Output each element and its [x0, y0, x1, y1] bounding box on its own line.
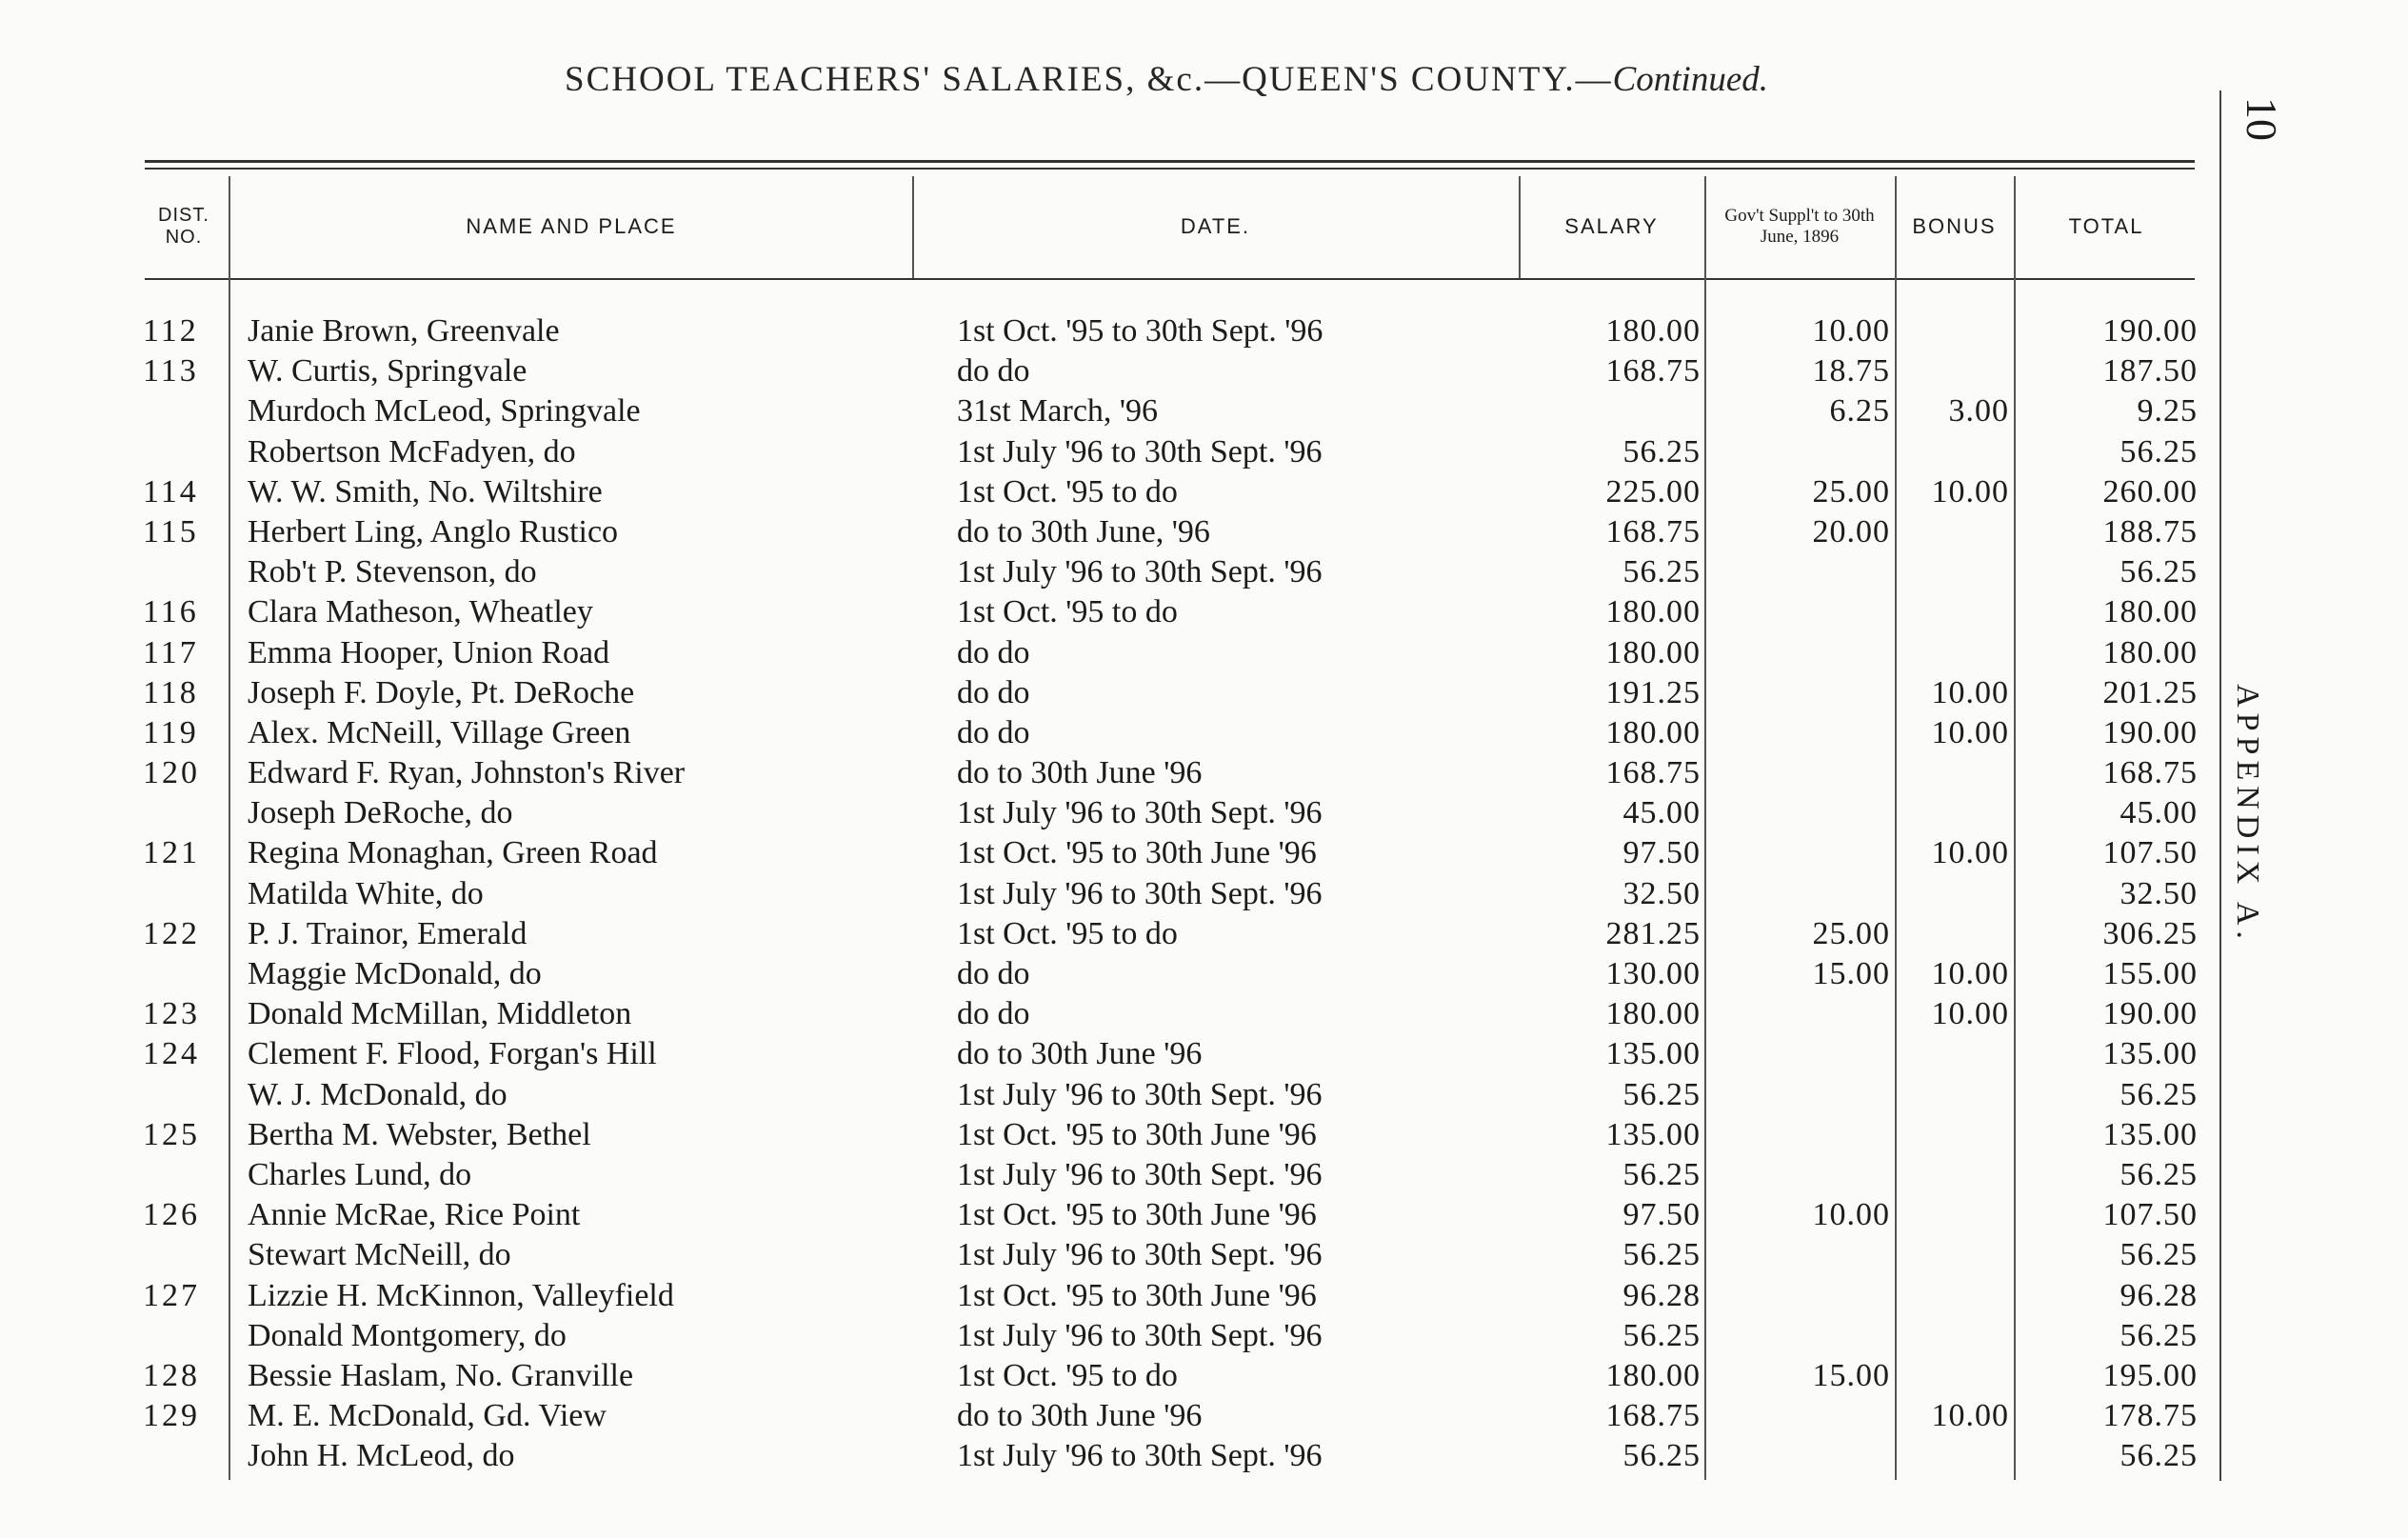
- salary-cell: 56.25: [1622, 554, 1701, 590]
- table-row: [0, 914, 2198, 954]
- name-place-cell: Alex. McNeill, Village Green: [248, 714, 631, 750]
- name-place-cell: M. E. McDonald, Gd. View: [248, 1398, 607, 1434]
- salary-cell: 97.50: [1622, 835, 1701, 871]
- date-cell: do do: [957, 714, 1030, 750]
- table-row: [0, 673, 2198, 713]
- name-place-cell: W. Curtis, Springvale: [248, 353, 527, 389]
- total-cell: 56.25: [2119, 1237, 2198, 1273]
- name-place-cell: Donald McMillan, Middleton: [248, 996, 632, 1032]
- total-cell: 180.00: [2102, 634, 2198, 670]
- salary-cell: 281.25: [1605, 915, 1701, 951]
- dist-no-cell: 114: [143, 473, 199, 509]
- page-number: 10: [2238, 97, 2286, 141]
- gov-suppl-cell: 25.00: [1812, 473, 1890, 509]
- bonus-cell: 10.00: [1931, 996, 2009, 1032]
- salary-cell: 180.00: [1605, 313, 1701, 349]
- total-cell: 188.75: [2102, 513, 2198, 549]
- total-cell: 135.00: [2102, 1036, 2198, 1072]
- date-cell: 1st Oct. '95 to do: [957, 594, 1178, 630]
- salary-cell: 168.75: [1605, 755, 1701, 791]
- header-name-place: NAME AND PLACE: [466, 214, 677, 238]
- name-place-cell: Emma Hooper, Union Road: [248, 634, 610, 670]
- salary-cell: 180.00: [1605, 594, 1701, 630]
- header-dist-no: DIST. NO.: [158, 205, 209, 248]
- table-row: [0, 1115, 2198, 1155]
- gov-suppl-cell: 18.75: [1812, 353, 1890, 389]
- salary-cell: 191.25: [1605, 674, 1701, 710]
- table-row: [0, 833, 2198, 873]
- name-place-cell: Regina Monaghan, Green Road: [248, 835, 658, 871]
- salary-cell: 56.25: [1622, 1317, 1701, 1353]
- table-row: [0, 1075, 2198, 1115]
- total-cell: 9.25: [2137, 393, 2198, 429]
- dist-no-cell: 129: [143, 1398, 200, 1434]
- date-cell: 1st Oct. '95 to do: [957, 473, 1178, 509]
- dist-no-cell: 127: [143, 1277, 200, 1313]
- gov-suppl-cell: 15.00: [1812, 956, 1890, 991]
- total-cell: 56.25: [2119, 1076, 2198, 1112]
- date-cell: do do: [957, 956, 1030, 991]
- total-cell: 107.50: [2102, 1197, 2198, 1233]
- table-row: [0, 1356, 2198, 1396]
- bonus-cell: 10.00: [1931, 714, 2009, 750]
- table-row: [0, 1034, 2198, 1074]
- name-place-cell: Annie McRae, Rice Point: [248, 1197, 581, 1233]
- salary-table-body: [0, 311, 2198, 1476]
- salary-cell: 135.00: [1605, 1036, 1701, 1072]
- name-place-cell: Matilda White, do: [248, 875, 484, 911]
- salary-cell: 180.00: [1605, 714, 1701, 750]
- table-row: [0, 552, 2198, 592]
- table-row: [0, 874, 2198, 914]
- name-place-cell: Lizzie H. McKinnon, Valleyfield: [248, 1277, 674, 1313]
- date-cell: 1st July '96 to 30th Sept. '96: [957, 554, 1323, 590]
- salary-cell: 56.25: [1622, 1156, 1701, 1192]
- dist-no-cell: 128: [143, 1357, 200, 1393]
- date-cell: do do: [957, 353, 1030, 389]
- name-place-cell: Murdoch McLeod, Springvale: [248, 393, 641, 429]
- table-row: [0, 1396, 2198, 1436]
- name-place-cell: Edward F. Ryan, Johnston's River: [248, 755, 686, 791]
- dist-no-cell: 121: [143, 835, 200, 871]
- salary-cell: 56.25: [1622, 433, 1701, 469]
- table-row: [0, 994, 2198, 1034]
- table-row: [0, 633, 2198, 673]
- name-place-cell: Herbert Ling, Anglo Rustico: [248, 513, 619, 549]
- date-cell: 1st July '96 to 30th Sept. '96: [957, 875, 1323, 911]
- header-salary: SALARY: [1564, 214, 1659, 238]
- name-place-cell: John H. McLeod, do: [248, 1438, 515, 1474]
- dist-no-cell: 123: [143, 996, 200, 1032]
- title-continued: Continued.: [1612, 60, 1768, 99]
- table-row: [0, 391, 2198, 431]
- table-row: [0, 592, 2198, 632]
- col-divider: [229, 176, 230, 278]
- salary-cell: 130.00: [1605, 956, 1701, 991]
- header-rule-bottom: [145, 278, 2195, 280]
- dist-no-cell: 113: [143, 353, 199, 389]
- date-cell: do do: [957, 634, 1030, 670]
- name-place-cell: Stewart McNeill, do: [248, 1237, 511, 1273]
- date-cell: 1st Oct. '95 to 30th June '96: [957, 1116, 1317, 1152]
- name-place-cell: Maggie McDonald, do: [248, 956, 542, 991]
- table-row: [0, 1316, 2198, 1356]
- header-gov-suppl: Gov't Suppl't to 30th June, 1896: [1724, 206, 1875, 247]
- total-cell: 135.00: [2102, 1116, 2198, 1152]
- appendix-label: APPENDIX A.: [2230, 684, 2265, 945]
- header-total: TOTAL: [2068, 214, 2144, 238]
- total-cell: 155.00: [2102, 956, 2198, 991]
- date-cell: 1st July '96 to 30th Sept. '96: [957, 1317, 1323, 1353]
- name-place-cell: Donald Montgomery, do: [248, 1317, 567, 1353]
- name-place-cell: Clara Matheson, Wheatley: [248, 594, 593, 630]
- total-cell: 306.25: [2102, 915, 2198, 951]
- gov-suppl-cell: 15.00: [1812, 1357, 1890, 1393]
- table-row: [0, 753, 2198, 793]
- salary-cell: 32.50: [1622, 875, 1701, 911]
- date-cell: do to 30th June, '96: [957, 513, 1210, 549]
- date-cell: 1st Oct. '95 to 30th June '96: [957, 835, 1317, 871]
- date-cell: 1st July '96 to 30th Sept. '96: [957, 1438, 1323, 1474]
- total-cell: 201.25: [2102, 674, 2198, 710]
- name-place-cell: Charles Lund, do: [248, 1156, 472, 1192]
- total-cell: 195.00: [2102, 1357, 2198, 1393]
- date-cell: 1st Oct. '95 to 30th Sept. '96: [957, 313, 1323, 349]
- bonus-cell: 10.00: [1931, 835, 2009, 871]
- salary-cell: 56.25: [1622, 1076, 1701, 1112]
- name-place-cell: Bessie Haslam, No. Granville: [248, 1357, 634, 1393]
- name-place-cell: W. J. McDonald, do: [248, 1076, 507, 1112]
- table-row: [0, 311, 2198, 351]
- date-cell: 1st July '96 to 30th Sept. '96: [957, 1076, 1323, 1112]
- name-place-cell: Janie Brown, Greenvale: [248, 313, 560, 349]
- margin-rule: [2219, 90, 2221, 1481]
- name-place-cell: P. J. Trainor, Emerald: [248, 915, 527, 951]
- salary-cell: 180.00: [1605, 996, 1701, 1032]
- table-row: [0, 1195, 2198, 1235]
- total-cell: 190.00: [2102, 996, 2198, 1032]
- table-row: [0, 954, 2198, 994]
- salary-cell: 168.75: [1605, 353, 1701, 389]
- total-cell: 56.25: [2119, 554, 2198, 590]
- dist-no-cell: 117: [143, 634, 199, 670]
- salary-cell: 168.75: [1605, 1398, 1701, 1434]
- header-rule-top: [145, 160, 2195, 163]
- date-cell: 1st Oct. '95 to 30th June '96: [957, 1277, 1317, 1313]
- date-cell: 31st March, '96: [957, 393, 1159, 429]
- bonus-cell: 10.00: [1931, 1398, 2009, 1434]
- dist-no-cell: 112: [143, 313, 199, 349]
- gov-suppl-cell: 10.00: [1812, 1197, 1890, 1233]
- salary-cell: 56.25: [1622, 1237, 1701, 1273]
- total-cell: 56.25: [2119, 1317, 2198, 1353]
- dist-no-cell: 125: [143, 1116, 200, 1152]
- salary-cell: 180.00: [1605, 634, 1701, 670]
- dist-no-cell: 126: [143, 1197, 200, 1233]
- table-row: [0, 1276, 2198, 1316]
- date-cell: do to 30th June '96: [957, 755, 1203, 791]
- header-rule-top-thin: [145, 168, 2195, 170]
- date-cell: 1st July '96 to 30th Sept. '96: [957, 795, 1323, 831]
- total-cell: 45.00: [2119, 795, 2198, 831]
- bonus-cell: 3.00: [1948, 393, 2009, 429]
- dist-no-cell: 118: [143, 674, 199, 710]
- total-cell: 32.50: [2119, 875, 2198, 911]
- table-row: [0, 793, 2198, 833]
- salary-cell: 135.00: [1605, 1116, 1701, 1152]
- date-cell: 1st July '96 to 30th Sept. '96: [957, 433, 1323, 469]
- dist-no-cell: 116: [143, 594, 199, 630]
- salary-cell: 180.00: [1605, 1357, 1701, 1393]
- total-cell: 56.25: [2119, 1438, 2198, 1474]
- date-cell: 1st Oct. '95 to do: [957, 1357, 1178, 1393]
- name-place-cell: Joseph DeRoche, do: [248, 795, 513, 831]
- gov-suppl-cell: 20.00: [1812, 513, 1890, 549]
- total-cell: 168.75: [2102, 755, 2198, 791]
- table-row: [0, 713, 2198, 753]
- date-cell: do do: [957, 674, 1030, 710]
- gov-suppl-cell: 6.25: [1829, 393, 1890, 429]
- bonus-cell: 10.00: [1931, 674, 2009, 710]
- table-row: [0, 351, 2198, 391]
- dist-no-cell: 115: [143, 513, 199, 549]
- dist-no-cell: 122: [143, 915, 200, 951]
- total-cell: 107.50: [2102, 835, 2198, 871]
- name-place-cell: Rob't P. Stevenson, do: [248, 554, 537, 590]
- salary-cell: 97.50: [1622, 1197, 1701, 1233]
- table-row: [0, 432, 2198, 472]
- total-cell: 187.50: [2102, 353, 2198, 389]
- total-cell: 56.25: [2119, 433, 2198, 469]
- name-place-cell: Clement F. Flood, Forgan's Hill: [248, 1036, 657, 1072]
- dist-no-cell: 119: [143, 714, 199, 750]
- table-row: [0, 472, 2198, 512]
- date-cell: 1st Oct. '95 to 30th June '96: [957, 1197, 1317, 1233]
- salary-cell: 168.75: [1605, 513, 1701, 549]
- name-place-cell: Robertson McFadyen, do: [248, 433, 576, 469]
- date-cell: do to 30th June '96: [957, 1398, 1203, 1434]
- bonus-cell: 10.00: [1931, 473, 2009, 509]
- salary-cell: 45.00: [1622, 795, 1701, 831]
- total-cell: 190.00: [2102, 714, 2198, 750]
- header-date: DATE.: [1180, 214, 1251, 238]
- total-cell: 260.00: [2102, 473, 2198, 509]
- dist-no-cell: 124: [143, 1036, 200, 1072]
- table-row: [0, 512, 2198, 552]
- table-row: [0, 1235, 2198, 1275]
- title-main: SCHOOL TEACHERS' SALARIES, &c.—QUEEN'S COUNTY.—: [565, 60, 1613, 99]
- dist-no-cell: 120: [143, 755, 200, 791]
- date-cell: do to 30th June '96: [957, 1036, 1203, 1072]
- date-cell: 1st July '96 to 30th Sept. '96: [957, 1156, 1323, 1192]
- salary-cell: 225.00: [1605, 473, 1701, 509]
- header-bonus: BONUS: [1912, 214, 1997, 238]
- bonus-cell: 10.00: [1931, 956, 2009, 991]
- date-cell: 1st July '96 to 30th Sept. '96: [957, 1237, 1323, 1273]
- gov-suppl-cell: 25.00: [1812, 915, 1890, 951]
- total-cell: 178.75: [2102, 1398, 2198, 1434]
- total-cell: 56.25: [2119, 1156, 2198, 1192]
- table-row: [0, 1155, 2198, 1195]
- salary-cell: 96.28: [1622, 1277, 1701, 1313]
- total-cell: 190.00: [2102, 313, 2198, 349]
- table-row: [0, 1436, 2198, 1476]
- gov-suppl-cell: 10.00: [1812, 313, 1890, 349]
- date-cell: do do: [957, 996, 1030, 1032]
- date-cell: 1st Oct. '95 to do: [957, 915, 1178, 951]
- total-cell: 180.00: [2102, 594, 2198, 630]
- name-place-cell: Joseph F. Doyle, Pt. DeRoche: [248, 674, 635, 710]
- page-title: [143, 59, 2190, 100]
- name-place-cell: W. W. Smith, No. Wiltshire: [248, 473, 603, 509]
- total-cell: 96.28: [2119, 1277, 2198, 1313]
- name-place-cell: Bertha M. Webster, Bethel: [248, 1116, 591, 1152]
- salary-cell: 56.25: [1622, 1438, 1701, 1474]
